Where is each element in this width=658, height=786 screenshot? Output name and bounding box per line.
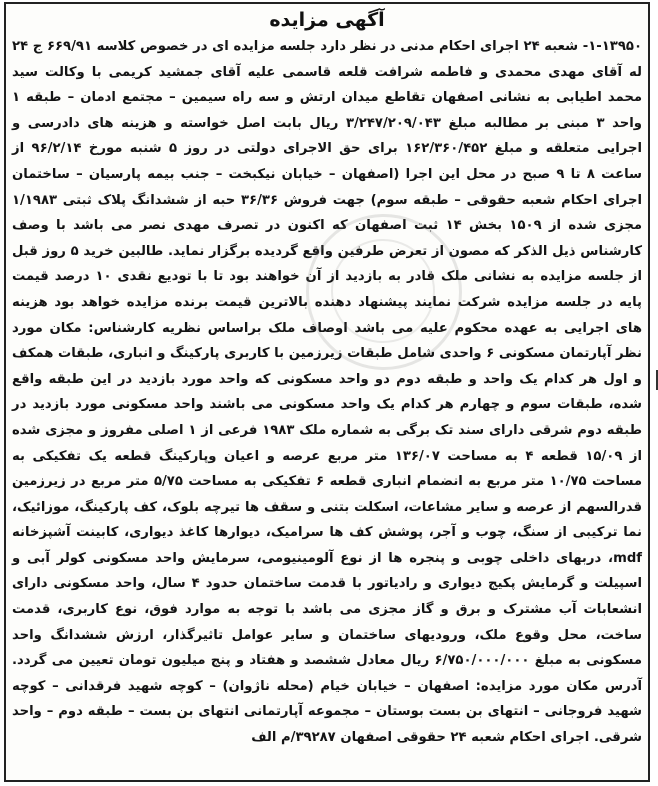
auction-notice: [4, 2, 650, 782]
notice-title: آگهی مزایده: [269, 9, 385, 31]
notice-body: ۱-۱۳۹۵۰- شعبه ۲۴ اجرای احکام مدنی در نظر دارد جلسه مزایده ای در خصوص کلاسه ۶۶۹/۹۱ ج ۲۴ له آقای مهدی محمدی و فاطمه شرافت قلعه قاسمی علیه آقای جمشید کریمی با وکالت سید محمد اطیابی به نشانی اصفهان تقاطع میدان ارتش و سه راه سیمین – مجتمع ادمان – طبقه ۱ واحد ۳ مبنی بر مطالبه مبلغ ۳/۲۴۷/۲۰۹/۰۴۳ ریال بابت اصل خواسته و هزینه های دادرسی و اجرایی متعلقه و مبلغ ۱۶۲/۳۶۰/۴۵۲ برای حق الاجرای دولتی در روز ۵ شنبه مورخ ۹۶/۲/۱۴ از ساعت ۸ تا ۹ صبح در محل این اجرا (اصفهان – خیابان نیکبخت – جنب بیمه پارسیان – ساختمان اجرای احکام شعبه حقوقی – طبقه سوم) جهت فروش ۳۶/۳۶ حبه از ششدانگ پلاک ثبتی ۱/۱۹۸۳ مجزی شده از ۱۵۰۹ بخش ۱۴ ثبت اصفهان که اکنون در تصرف مهدی نصر می باشد با وصف کارشناس ذیل الذکر که مصون از تعرض طرفین واقع گردیده برگزار نماید. طالبین خرید ۵ روز قبل از جلسه مزایده به نشانی ملک قادر به بازدید از آن خواهند بود تا با تودیع نقدی ۱۰ درصد قیمت پایه در جلسه مزایده شرکت نمایند پیشنهاد دهنده بالاترین قیمت برنده مزایده خواهد بود هزینه های اجرایی به عهده محکوم علیه می باشد اوصاف ملک براساس نظریه کارشناس: مکان مورد نظر آپارتمان مسکونی ۶ واحدی شامل طبقات زیرزمین با کاربری پارکینگ و انباری، طبقات همکف و اول هر کدام یک واحد و طبقه دوم دو واحد مسکونی که واحد مورد بازدید در این طبقه واقع شده، طبقات سوم و چهارم هر کدام یک واحد مسکونی می باشند واحد مسکونی مورد بازدید در طبقه دوم شرقی دارای سند تک برگی به شماره ملک ۱۹۸۳ فرعی از ۱ اصلی مفروز و مجزی شده از ۱۵/۰۹ قطعه ۴ به مساحت ۱۳۶/۰۷ متر مربع عرصه و اعیان وپارکینگ قطعه یک تفکیکی به مساحت ۱۰/۷۵ متر مربع به انضمام انباری قطعه ۶ تفکیکی به مساحت ۵/۷۵ متر مربع در زیرزمین قدرالسهم از عرصه و سایر مشاعات، اسکلت بتنی و سقف ها تیرچه بلوک، کف پارکینگ، موزائیک، نما ترکیبی از سنگ، چوب و آجر، پوشش کف ها سرامیک، دیوارها کاغذ دیواری، کابینت آشپزخانه mdf، دربهای داخلی چوبی و پنجره ها از نوع آلومینیومی، سرمایش واحد مسکونی کولر آبی و اسپیلت و گرمایش پکیج دیواری و رادیاتور با قدمت ساختمان حدود ۴ سال، واحد مسکونی دارای انشعابات آب مشترک و برق و گاز مجزی می باشد با توجه به موارد فوق، نوع کاربری، قدمت ساخت، محل وقوع ملک، ورودیهای ساختمان و سایر عوامل تاثیرگذار، ارزش ششدانگ واحد مسکونی به مبلغ ۶/۷۵۰/۰۰۰/۰۰۰ ریال معادل ششصد و هفتاد و پنج میلیون تومان تعیین می گردد. آدرس مکان مورد مزایده: اصفهان – خیابان خیام (محله ناژوان) – کوچه شهید فرقدانی – کوچه شهید فروجانی – انتهای بن بست بوستان – مجموعه آپارتمانی انتهای بن بست – طبقه دوم – واحد شرقی. اجرای احکام شعبه ۲۴ حقوقی اصفهان ۳۹۲۸۷/م الف: [12, 39, 643, 746]
